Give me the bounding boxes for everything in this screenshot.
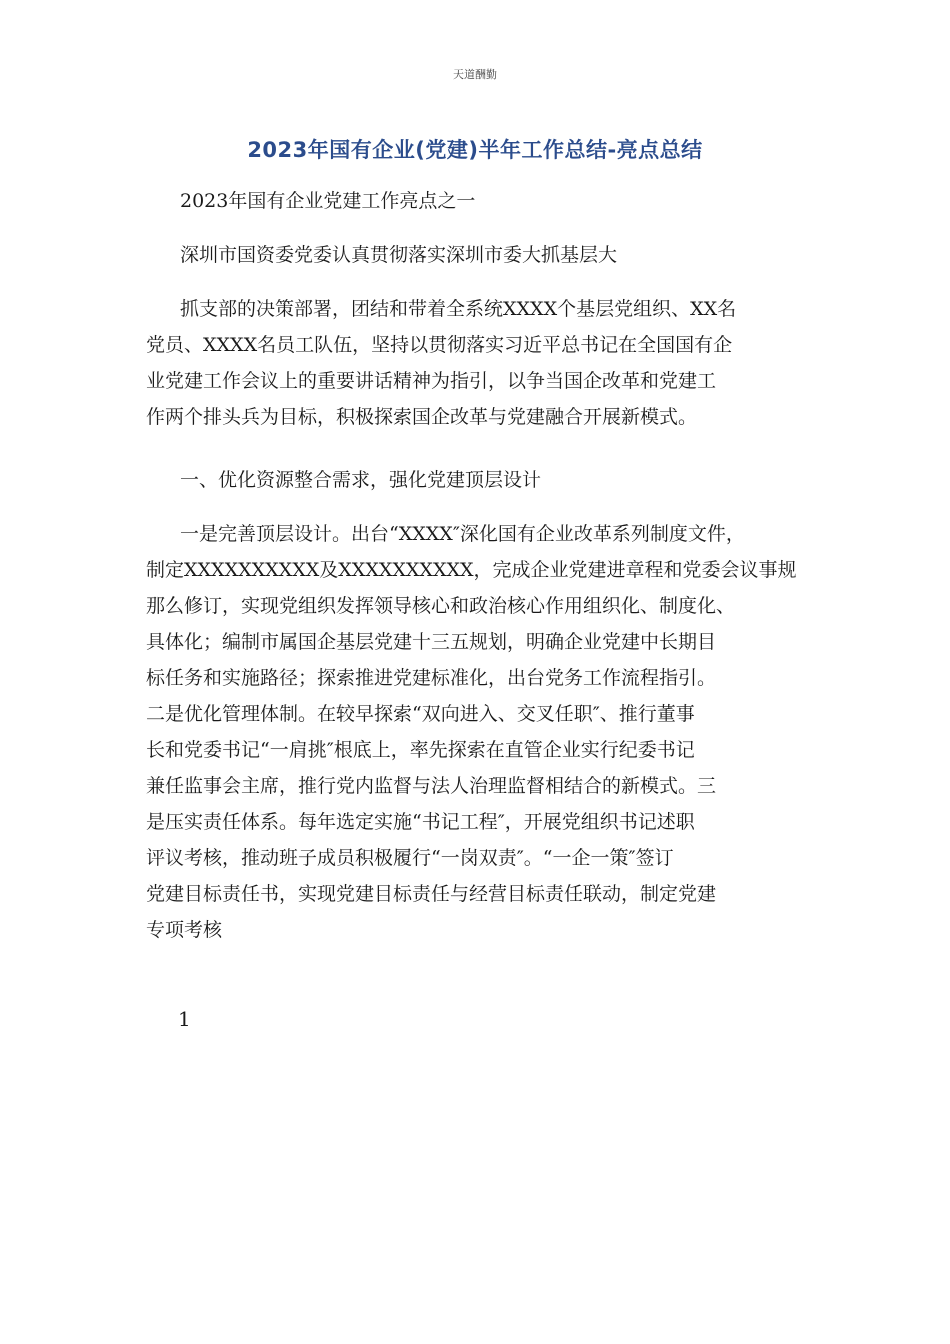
text-line: 标任务和实施路径；探索推进党建标准化，出台党务工作流程指引。 [146, 667, 717, 689]
page-header: 天道酬勤 [453, 68, 497, 81]
text-line: 抓支部的决策部署，团结和带着全系统XXXX个基层党组织、XX名 [180, 298, 737, 320]
text-line: 一是完善顶层设计。出台“XXXX″深化国有企业改革系列制度文件， [180, 523, 745, 545]
text-line: 专项考核 [146, 919, 223, 941]
text-line: 2023年国有企业党建工作亮点之一 [180, 190, 476, 212]
text-line: 具体化；编制市属国企基层党建十三五规划，明确企业党建中长期目 [146, 631, 717, 653]
paragraph-intro [146, 291, 806, 435]
paragraph-body [146, 516, 806, 948]
text-line: 业党建工作会议上的重要讲话精神为指引，以争当国企改革和党建工 [146, 370, 717, 392]
text-line: 二是优化管理体制。在较早探索“双向进入、交叉任职″、推行董事 [146, 703, 695, 725]
paragraph-intro-lead [180, 237, 840, 273]
text-line: 制定XXXXXXXXXX及XXXXXXXXXX，完成企业党建进章程和党委会议事规 [146, 559, 797, 581]
text-line: 党建目标责任书，实现党建目标责任与经营目标责任联动，制定党建 [146, 883, 717, 905]
text-line: 一、优化资源整合需求，强化党建顶层设计 [180, 469, 542, 491]
text-line: 是压实责任体系。每年选定实施“书记工程″，开展党组织书记述职 [146, 811, 695, 833]
text-line: 那么修订，实现党组织发挥领导核心和政治核心作用组织化、制度化、 [146, 595, 736, 617]
text-line: 兼任监事会主席，推行党内监督与法人治理监督相结合的新模式。三 [146, 775, 717, 797]
document-title: 2023年国有企业(党建)半年工作总结-亮点总结 [247, 138, 703, 162]
page-number: 1 [178, 1007, 191, 1031]
text-line: 深圳市国资委党委认真贯彻落实深圳市委大抓基层大 [180, 244, 618, 266]
section-heading-1 [180, 462, 840, 498]
text-line: 作两个排头兵为目标，积极探索国企改革与党建融合开展新模式。 [146, 406, 698, 428]
text-line: 党员、XXXX名员工队伍，坚持以贯彻落实习近平总书记在全国国有企 [146, 334, 733, 356]
text-line: 长和党委书记“一肩挑″根底上，率先探索在直管企业实行纪委书记 [146, 739, 695, 761]
text-line: 评议考核，推动班子成员积极履行“一岗双责″。“一企一策″签订 [146, 847, 674, 869]
paragraph-subtitle [180, 183, 840, 219]
